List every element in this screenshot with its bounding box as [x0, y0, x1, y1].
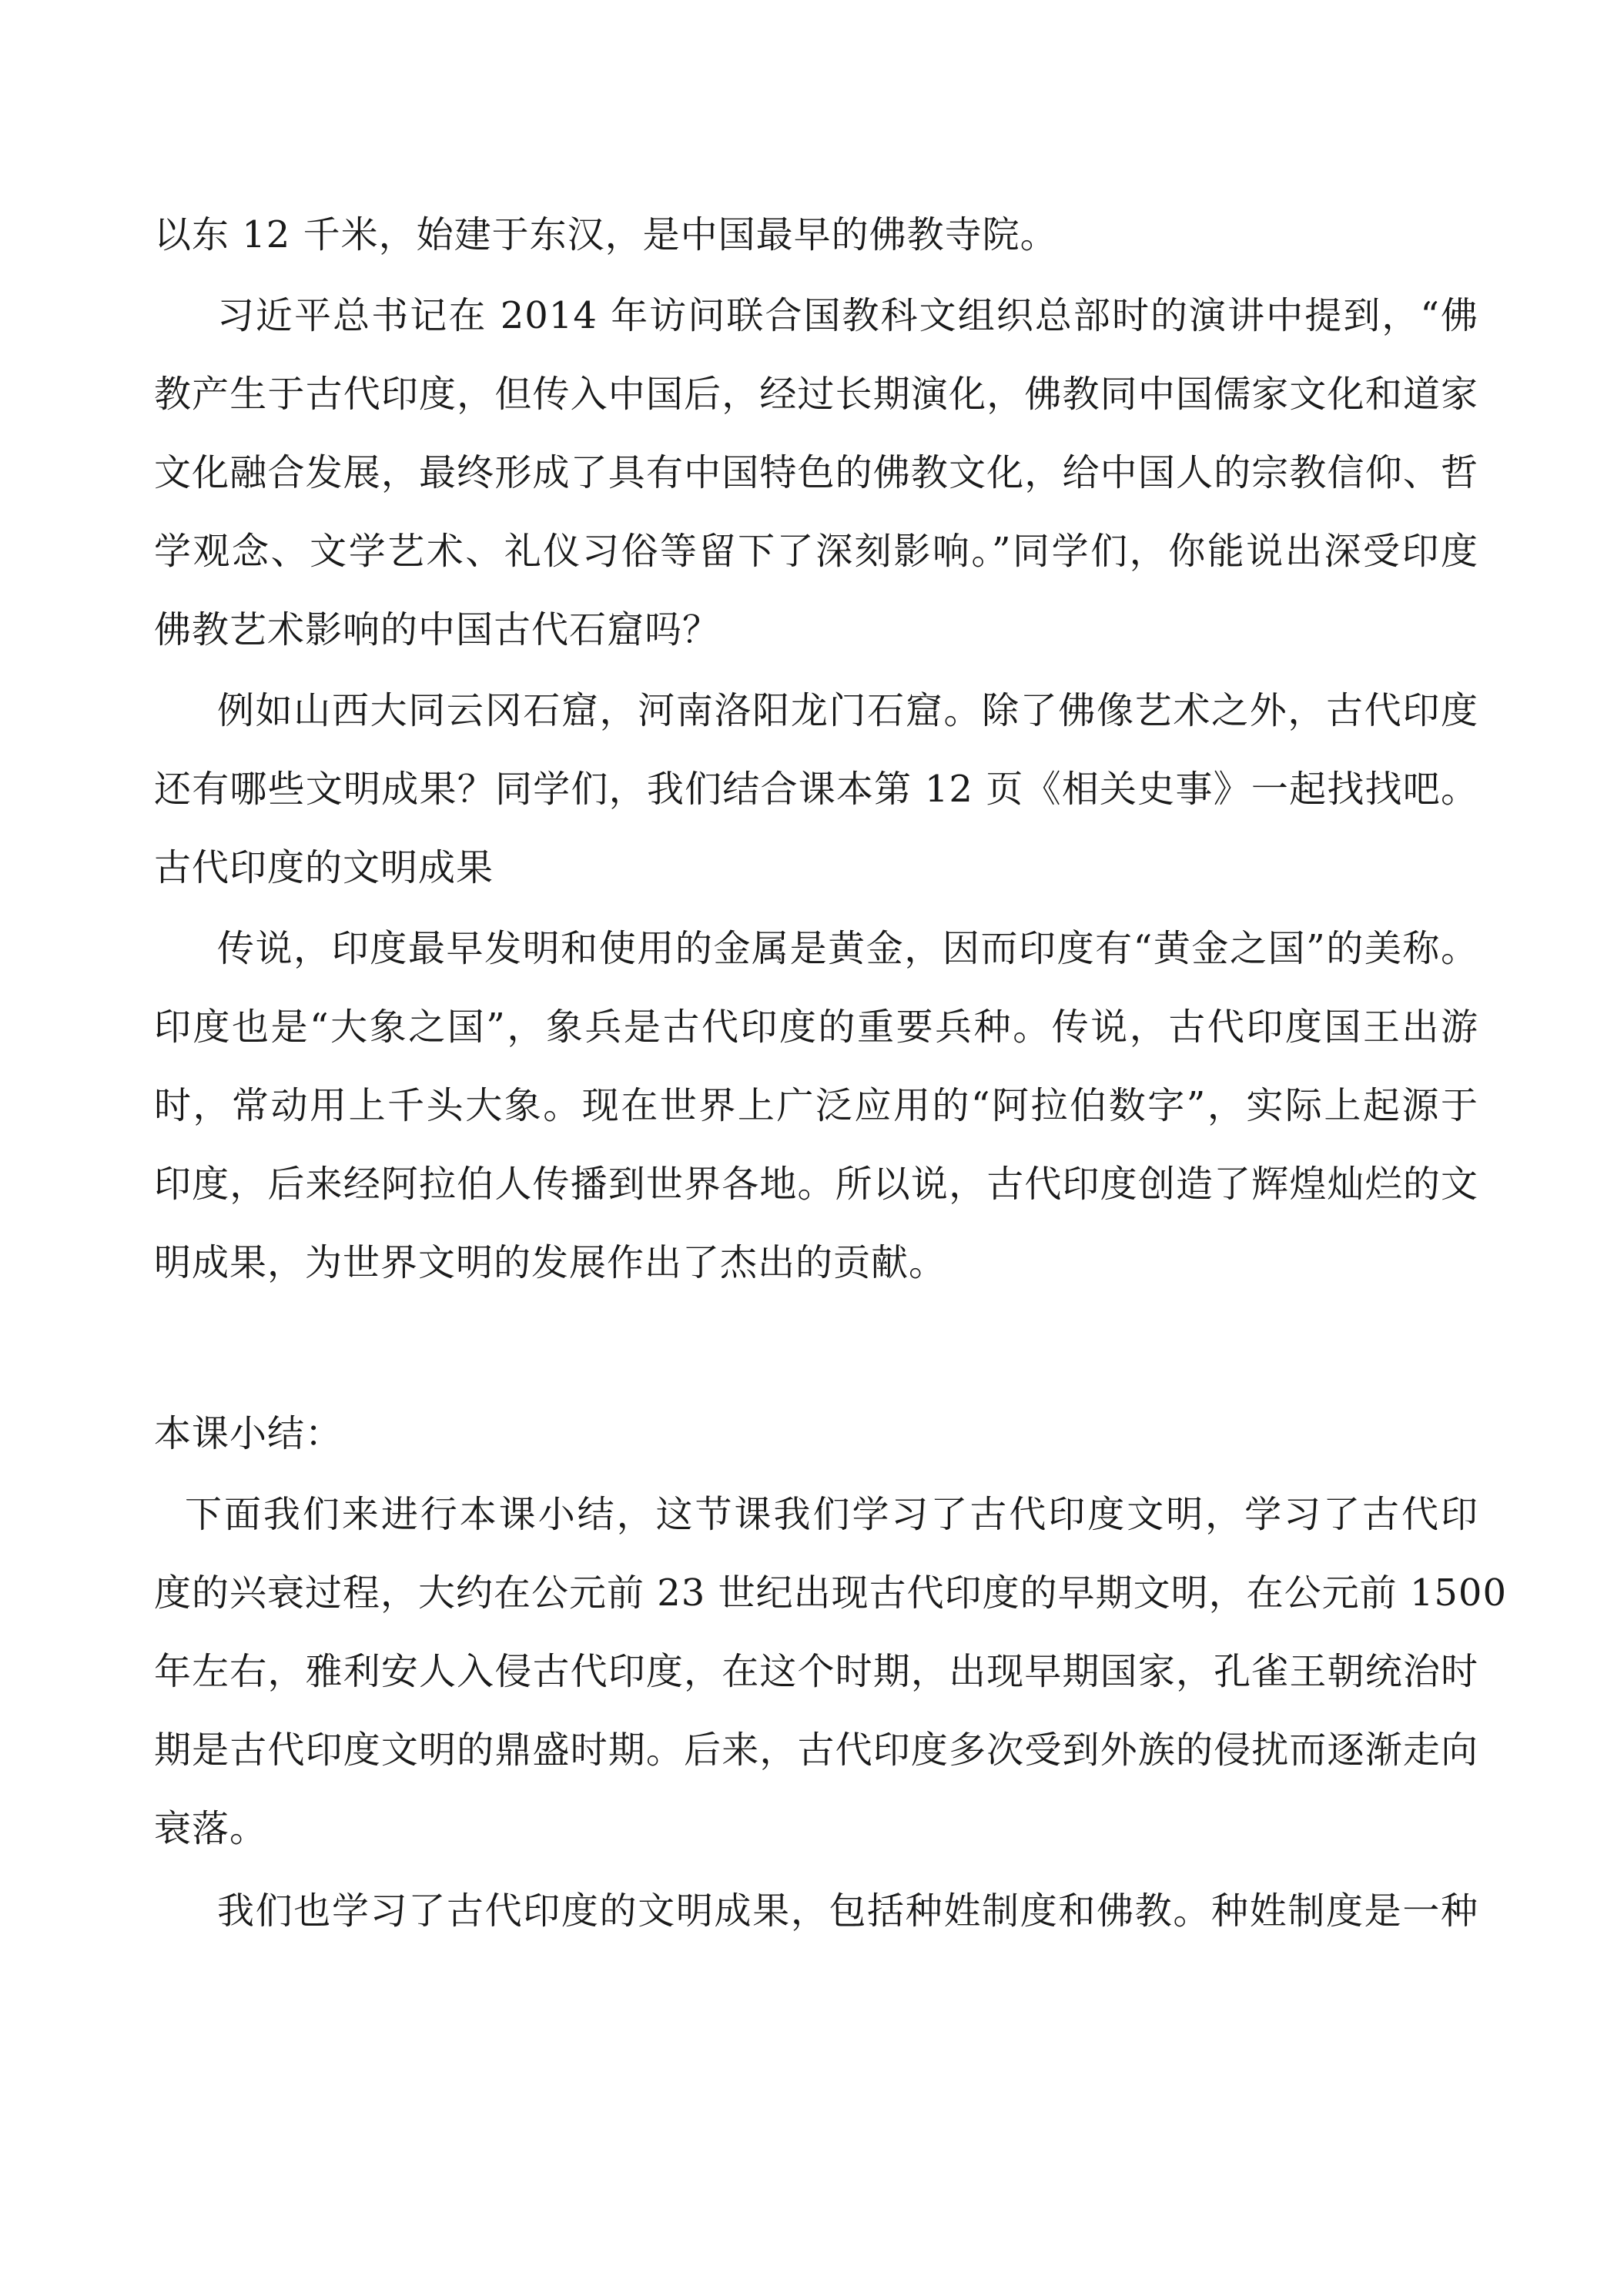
text-line: 习近平总书记在 2014 年访问联合国教科文组织总部时的演讲中提到，“佛 — [217, 294, 1478, 337]
text-line: 还有哪些文明成果？同学们，我们结合课本第 12 页《相关史事》一起找找吧。 — [154, 768, 1478, 811]
text-line: 期是古代印度文明的鼎盛时期。后来，古代印度多次受到外族的侵扰而逐渐走向 — [154, 1729, 1478, 1772]
text-line: 度的兴衰过程，大约在公元前 23 世纪出现古代印度的早期文明，在公元前 1500 — [154, 1571, 1508, 1615]
text-line: 年左右，雅利安人入侵古代印度，在这个时期，出现早期国家，孔雀王朝统治时 — [154, 1650, 1478, 1693]
text-line: 时，常动用上千头大象。现在世界上广泛应用的“阿拉伯数字”，实际上起源于 — [154, 1084, 1478, 1127]
text-line: 下面我们来进行本课小结，这节课我们学习了古代印度文明，学习了古代印 — [185, 1493, 1478, 1536]
text-line: 衰落。 — [154, 1807, 268, 1850]
text-line: 文化融合发展，最终形成了具有中国特色的佛教文化，给中国人的宗教信仰、哲 — [154, 451, 1478, 494]
text-line: 印度也是“大象之国”，象兵是古代印度的重要兵种。传说，古代印度国王出游 — [154, 1006, 1478, 1049]
text-line: 明成果，为世界文明的发展作出了杰出的贡献。 — [154, 1241, 947, 1284]
text-line: 我们也学习了古代印度的文明成果，包括种姓制度和佛教。种姓制度是一种 — [217, 1889, 1478, 1933]
text-line: 佛教艺术影响的中国古代石窟吗？ — [154, 608, 721, 651]
text-line: 以东 12 千米，始建于东汉，是中国最早的佛教寺院。 — [154, 213, 1058, 256]
section-heading: 本课小结： — [154, 1412, 343, 1455]
text-line: 例如山西大同云冈石窟，河南洛阳龙门石窟。除了佛像艺术之外，古代印度 — [217, 689, 1478, 732]
text-line: 学观念、文学艺术、礼仪习俗等留下了深刻影响。”同学们，你能说出深受印度 — [154, 530, 1478, 573]
text-line: 印度，后来经阿拉伯人传播到世界各地。所以说，古代印度创造了辉煌灿烂的文 — [154, 1163, 1478, 1206]
section-heading: 古代印度的文明成果 — [154, 846, 494, 889]
text-line: 教产生于古代印度，但传入中国后，经过长期演化，佛教同中国儒家文化和道家 — [154, 373, 1478, 416]
text-line: 传说，印度最早发明和使用的金属是黄金，因而印度有“黄金之国”的美称。 — [217, 927, 1478, 970]
